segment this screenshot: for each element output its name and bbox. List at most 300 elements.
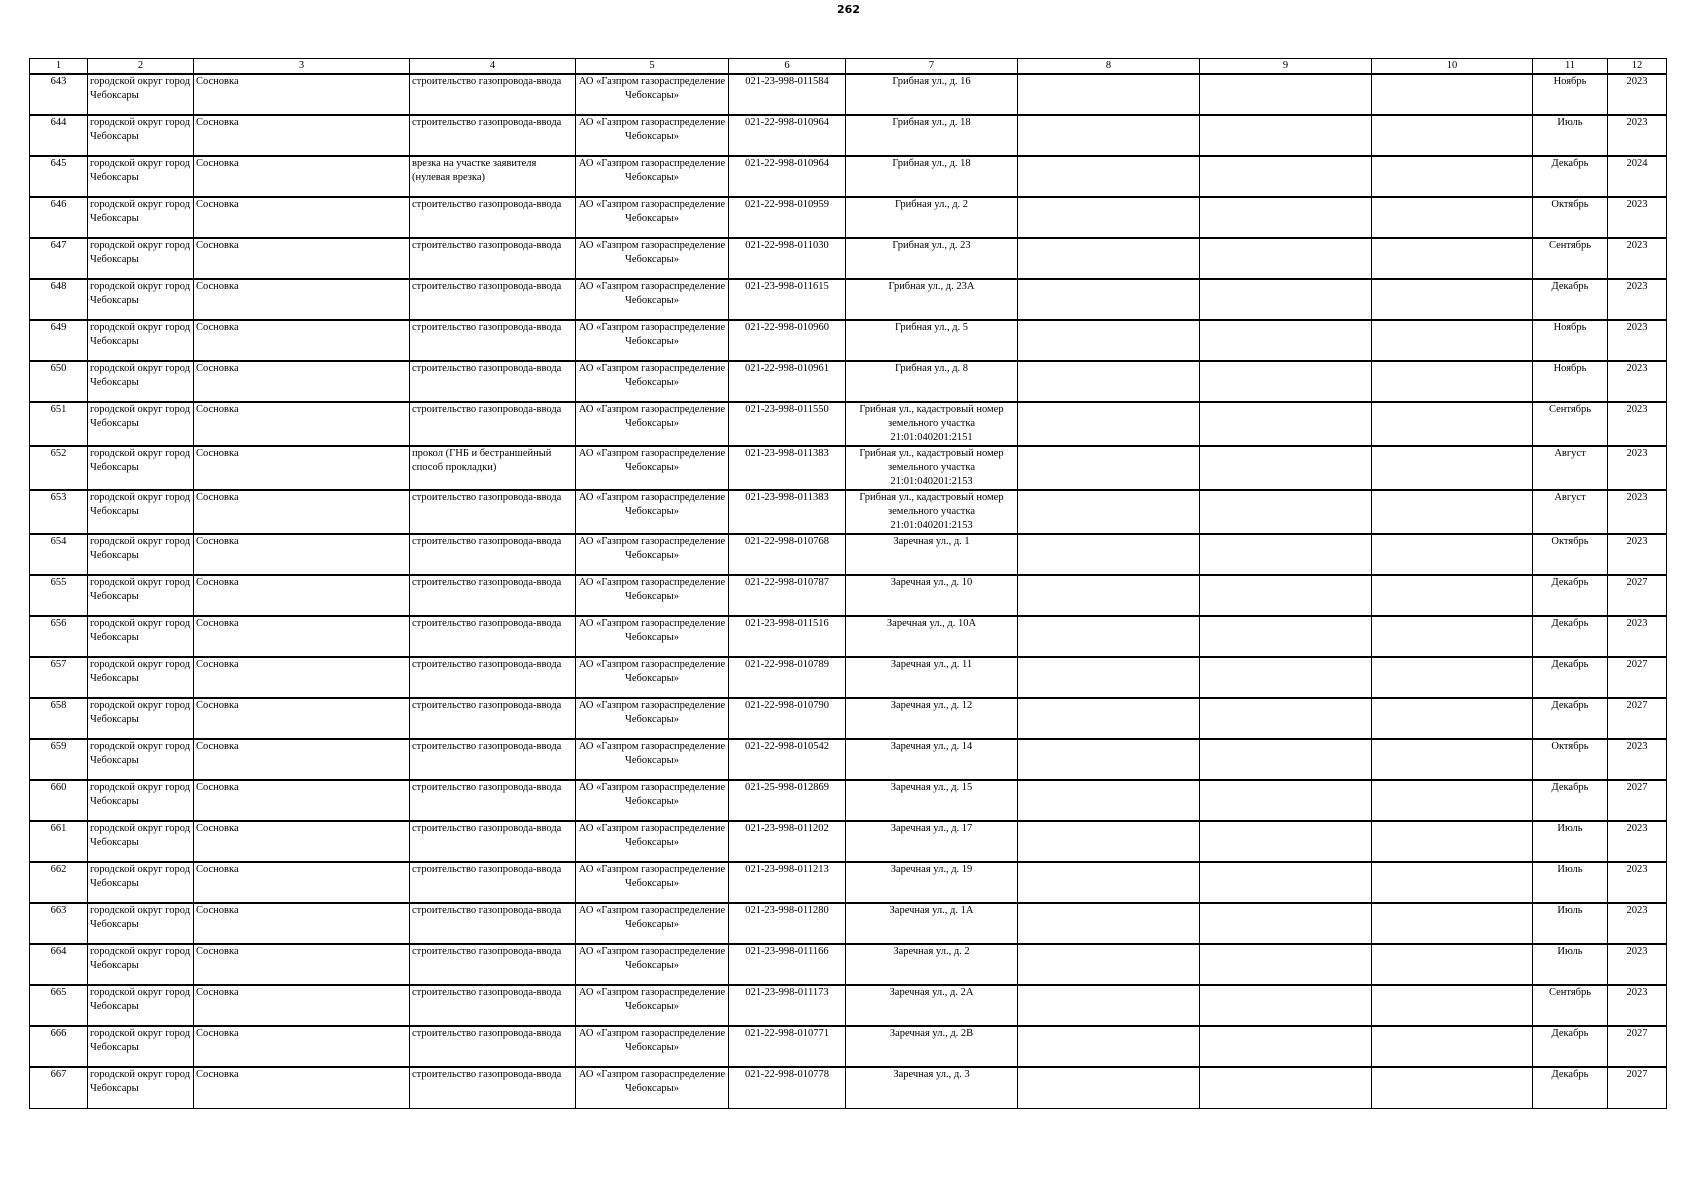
cell-code: 021-22-998-010961 — [729, 361, 846, 402]
cell-work-type: строительство газопровода-ввода — [410, 490, 576, 534]
cell-number: 644 — [30, 115, 88, 156]
cell-locality: Сосновка — [194, 739, 410, 780]
cell-col10 — [1372, 698, 1533, 739]
cell-month: Ноябрь — [1533, 361, 1608, 402]
page-number: 262 — [837, 3, 860, 16]
column-header-4: 4 — [410, 59, 576, 75]
cell-address: Заречная ул., д. 2В — [846, 1026, 1018, 1067]
cell-code: 021-22-998-010789 — [729, 657, 846, 698]
cell-col9 — [1200, 490, 1372, 534]
cell-col10 — [1372, 115, 1533, 156]
cell-locality: Сосновка — [194, 657, 410, 698]
cell-code: 021-23-998-011516 — [729, 616, 846, 657]
cell-col8 — [1018, 821, 1200, 862]
cell-col10 — [1372, 821, 1533, 862]
cell-work-type: строительство газопровода-ввода — [410, 279, 576, 320]
cell-col9 — [1200, 320, 1372, 361]
cell-number: 650 — [30, 361, 88, 402]
cell-organization: АО «Газпром газораспределение Чебоксары» — [576, 944, 729, 985]
cell-number: 660 — [30, 780, 88, 821]
cell-month: Декабрь — [1533, 657, 1608, 698]
cell-address: Грибная ул., кадастровый номер земельного участка 21:01:040201:2151 — [846, 402, 1018, 446]
cell-number: 652 — [30, 446, 88, 490]
cell-work-type: строительство газопровода-ввода — [410, 1067, 576, 1108]
cell-year: 2027 — [1608, 1026, 1667, 1067]
cell-number: 663 — [30, 903, 88, 944]
cell-month: Октябрь — [1533, 197, 1608, 238]
cell-col8 — [1018, 115, 1200, 156]
cell-number: 667 — [30, 1067, 88, 1108]
cell-month: Декабрь — [1533, 575, 1608, 616]
cell-organization: АО «Газпром газораспределение Чебоксары» — [576, 739, 729, 780]
column-header-11: 11 — [1533, 59, 1608, 75]
cell-col10 — [1372, 903, 1533, 944]
cell-locality: Сосновка — [194, 534, 410, 575]
table-row — [30, 698, 1667, 739]
column-header-1: 1 — [30, 59, 88, 75]
cell-work-type: строительство газопровода-ввода — [410, 361, 576, 402]
cell-work-type: строительство газопровода-ввода — [410, 739, 576, 780]
cell-col8 — [1018, 279, 1200, 320]
cell-locality: Сосновка — [194, 616, 410, 657]
cell-col10 — [1372, 780, 1533, 821]
cell-code: 021-22-998-010778 — [729, 1067, 846, 1108]
cell-organization: АО «Газпром газораспределение Чебоксары» — [576, 320, 729, 361]
cell-col8 — [1018, 1026, 1200, 1067]
cell-month: Октябрь — [1533, 739, 1608, 780]
cell-col9 — [1200, 361, 1372, 402]
cell-organization: АО «Газпром газораспределение Чебоксары» — [576, 903, 729, 944]
cell-address: Грибная ул., д. 16 — [846, 74, 1018, 115]
cell-locality: Сосновка — [194, 1026, 410, 1067]
cell-organization: АО «Газпром газораспределение Чебоксары» — [576, 197, 729, 238]
cell-number: 662 — [30, 862, 88, 903]
cell-col9 — [1200, 944, 1372, 985]
cell-col9 — [1200, 1026, 1372, 1067]
cell-col9 — [1200, 115, 1372, 156]
cell-work-type: строительство газопровода-ввода — [410, 115, 576, 156]
cell-address: Заречная ул., д. 10А — [846, 616, 1018, 657]
cell-address: Грибная ул., кадастровый номер земельного участка 21:01:040201:2153 — [846, 490, 1018, 534]
cell-work-type: строительство газопровода-ввода — [410, 944, 576, 985]
table-row — [30, 1067, 1667, 1108]
cell-month: Декабрь — [1533, 156, 1608, 197]
cell-year: 2023 — [1608, 821, 1667, 862]
cell-col8 — [1018, 985, 1200, 1026]
cell-work-type: врезка на участке заявителя (нулевая врезка) — [410, 156, 576, 197]
cell-address: Заречная ул., д. 14 — [846, 739, 1018, 780]
cell-address: Заречная ул., д. 10 — [846, 575, 1018, 616]
cell-month: Август — [1533, 490, 1608, 534]
table-row — [30, 1026, 1667, 1067]
cell-district: городской округ город Чебоксары — [88, 320, 194, 361]
cell-organization: АО «Газпром газораспределение Чебоксары» — [576, 534, 729, 575]
cell-organization: АО «Газпром газораспределение Чебоксары» — [576, 490, 729, 534]
column-header-10: 10 — [1372, 59, 1533, 75]
cell-year: 2027 — [1608, 698, 1667, 739]
cell-organization: АО «Газпром газораспределение Чебоксары» — [576, 115, 729, 156]
cell-organization: АО «Газпром газораспределение Чебоксары» — [576, 657, 729, 698]
cell-district: городской округ город Чебоксары — [88, 74, 194, 115]
cell-locality: Сосновка — [194, 446, 410, 490]
cell-col9 — [1200, 74, 1372, 115]
cell-organization: АО «Газпром газораспределение Чебоксары» — [576, 780, 729, 821]
table-row — [30, 320, 1667, 361]
cell-work-type: строительство газопровода-ввода — [410, 320, 576, 361]
cell-col8 — [1018, 780, 1200, 821]
cell-year: 2027 — [1608, 657, 1667, 698]
column-header-5: 5 — [576, 59, 729, 75]
cell-number: 648 — [30, 279, 88, 320]
cell-organization: АО «Газпром газораспределение Чебоксары» — [576, 616, 729, 657]
cell-year: 2023 — [1608, 739, 1667, 780]
cell-district: городской округ город Чебоксары — [88, 575, 194, 616]
table-body — [30, 74, 1667, 1108]
cell-district: городской округ город Чебоксары — [88, 780, 194, 821]
cell-col10 — [1372, 279, 1533, 320]
cell-code: 021-23-998-011213 — [729, 862, 846, 903]
cell-col9 — [1200, 534, 1372, 575]
cell-col10 — [1372, 490, 1533, 534]
cell-col10 — [1372, 361, 1533, 402]
cell-work-type: прокол (ГНБ и бестраншейный способ прокладки) — [410, 446, 576, 490]
cell-col9 — [1200, 985, 1372, 1026]
cell-organization: АО «Газпром газораспределение Чебоксары» — [576, 1067, 729, 1108]
cell-organization: АО «Газпром газораспределение Чебоксары» — [576, 575, 729, 616]
table-row — [30, 534, 1667, 575]
cell-work-type: строительство газопровода-ввода — [410, 698, 576, 739]
cell-year: 2027 — [1608, 780, 1667, 821]
cell-year: 2027 — [1608, 575, 1667, 616]
cell-code: 021-22-998-010959 — [729, 197, 846, 238]
cell-work-type: строительство газопровода-ввода — [410, 616, 576, 657]
table-row — [30, 446, 1667, 490]
cell-district: городской округ город Чебоксары — [88, 903, 194, 944]
cell-number: 659 — [30, 739, 88, 780]
cell-col9 — [1200, 279, 1372, 320]
cell-col10 — [1372, 320, 1533, 361]
cell-number: 645 — [30, 156, 88, 197]
cell-locality: Сосновка — [194, 156, 410, 197]
column-header-6: 6 — [729, 59, 846, 75]
cell-district: городской округ город Чебоксары — [88, 534, 194, 575]
cell-address: Заречная ул., д. 12 — [846, 698, 1018, 739]
register-table — [29, 58, 1667, 1109]
cell-month: Декабрь — [1533, 279, 1608, 320]
cell-year: 2023 — [1608, 490, 1667, 534]
cell-district: городской округ город Чебоксары — [88, 197, 194, 238]
cell-number: 665 — [30, 985, 88, 1026]
cell-col10 — [1372, 156, 1533, 197]
table-row — [30, 402, 1667, 446]
cell-col10 — [1372, 74, 1533, 115]
cell-year: 2023 — [1608, 74, 1667, 115]
cell-work-type: строительство газопровода-ввода — [410, 985, 576, 1026]
cell-col8 — [1018, 698, 1200, 739]
cell-address: Грибная ул., д. 2 — [846, 197, 1018, 238]
cell-organization: АО «Газпром газораспределение Чебоксары» — [576, 1026, 729, 1067]
table-row — [30, 821, 1667, 862]
cell-col9 — [1200, 657, 1372, 698]
cell-district: городской округ город Чебоксары — [88, 944, 194, 985]
cell-address: Заречная ул., д. 2А — [846, 985, 1018, 1026]
cell-year: 2023 — [1608, 238, 1667, 279]
cell-code: 021-23-998-011383 — [729, 446, 846, 490]
cell-code: 021-23-998-011615 — [729, 279, 846, 320]
cell-code: 021-22-998-010768 — [729, 534, 846, 575]
cell-col9 — [1200, 197, 1372, 238]
cell-col8 — [1018, 238, 1200, 279]
column-header-9: 9 — [1200, 59, 1372, 75]
cell-district: городской округ город Чебоксары — [88, 821, 194, 862]
cell-month: Июль — [1533, 115, 1608, 156]
table-row — [30, 238, 1667, 279]
table-row — [30, 74, 1667, 115]
cell-work-type: строительство газопровода-ввода — [410, 74, 576, 115]
cell-year: 2023 — [1608, 320, 1667, 361]
table-row — [30, 197, 1667, 238]
cell-col10 — [1372, 238, 1533, 279]
cell-col8 — [1018, 575, 1200, 616]
cell-code: 021-23-998-011383 — [729, 490, 846, 534]
cell-address: Заречная ул., д. 15 — [846, 780, 1018, 821]
cell-district: городской округ город Чебоксары — [88, 657, 194, 698]
cell-year: 2023 — [1608, 944, 1667, 985]
cell-code: 021-23-998-011173 — [729, 985, 846, 1026]
header-row — [30, 59, 1667, 75]
cell-col10 — [1372, 446, 1533, 490]
cell-col8 — [1018, 1067, 1200, 1108]
cell-district: городской округ город Чебоксары — [88, 698, 194, 739]
cell-number: 654 — [30, 534, 88, 575]
column-header-3: 3 — [194, 59, 410, 75]
cell-col10 — [1372, 534, 1533, 575]
cell-month: Июль — [1533, 862, 1608, 903]
cell-col10 — [1372, 197, 1533, 238]
cell-col8 — [1018, 944, 1200, 985]
cell-number: 655 — [30, 575, 88, 616]
cell-address: Грибная ул., д. 18 — [846, 156, 1018, 197]
cell-locality: Сосновка — [194, 74, 410, 115]
cell-code: 021-22-998-011030 — [729, 238, 846, 279]
cell-month: Август — [1533, 446, 1608, 490]
column-header-7: 7 — [846, 59, 1018, 75]
cell-address: Заречная ул., д. 2 — [846, 944, 1018, 985]
table-row — [30, 657, 1667, 698]
cell-locality: Сосновка — [194, 490, 410, 534]
cell-year: 2023 — [1608, 402, 1667, 446]
cell-col10 — [1372, 1026, 1533, 1067]
cell-col9 — [1200, 575, 1372, 616]
cell-number: 649 — [30, 320, 88, 361]
cell-district: городской округ город Чебоксары — [88, 862, 194, 903]
cell-col8 — [1018, 402, 1200, 446]
cell-month: Октябрь — [1533, 534, 1608, 575]
cell-address: Заречная ул., д. 17 — [846, 821, 1018, 862]
cell-organization: АО «Газпром газораспределение Чебоксары» — [576, 74, 729, 115]
cell-locality: Сосновка — [194, 320, 410, 361]
cell-col8 — [1018, 156, 1200, 197]
cell-address: Заречная ул., д. 1А — [846, 903, 1018, 944]
cell-locality: Сосновка — [194, 279, 410, 320]
cell-year: 2023 — [1608, 279, 1667, 320]
table-row — [30, 944, 1667, 985]
table-row — [30, 616, 1667, 657]
cell-month: Июль — [1533, 821, 1608, 862]
column-header-12: 12 — [1608, 59, 1667, 75]
cell-organization: АО «Газпром газораспределение Чебоксары» — [576, 361, 729, 402]
cell-organization: АО «Газпром газораспределение Чебоксары» — [576, 238, 729, 279]
column-header-2: 2 — [88, 59, 194, 75]
cell-year: 2023 — [1608, 903, 1667, 944]
cell-work-type: строительство газопровода-ввода — [410, 238, 576, 279]
cell-work-type: строительство газопровода-ввода — [410, 402, 576, 446]
cell-locality: Сосновка — [194, 862, 410, 903]
cell-work-type: строительство газопровода-ввода — [410, 534, 576, 575]
cell-year: 2023 — [1608, 197, 1667, 238]
cell-district: городской округ город Чебоксары — [88, 446, 194, 490]
cell-col9 — [1200, 446, 1372, 490]
cell-code: 021-22-998-010542 — [729, 739, 846, 780]
cell-address: Грибная ул., д. 8 — [846, 361, 1018, 402]
cell-number: 656 — [30, 616, 88, 657]
cell-code: 021-22-998-010771 — [729, 1026, 846, 1067]
cell-district: городской округ город Чебоксары — [88, 361, 194, 402]
cell-col10 — [1372, 657, 1533, 698]
cell-organization: АО «Газпром газораспределение Чебоксары» — [576, 446, 729, 490]
cell-col8 — [1018, 616, 1200, 657]
cell-col9 — [1200, 903, 1372, 944]
cell-organization: АО «Газпром газораспределение Чебоксары» — [576, 402, 729, 446]
cell-col10 — [1372, 985, 1533, 1026]
cell-number: 651 — [30, 402, 88, 446]
cell-organization: АО «Газпром газораспределение Чебоксары» — [576, 156, 729, 197]
cell-locality: Сосновка — [194, 361, 410, 402]
table-row — [30, 279, 1667, 320]
table-row — [30, 862, 1667, 903]
cell-address: Заречная ул., д. 3 — [846, 1067, 1018, 1108]
cell-col10 — [1372, 575, 1533, 616]
cell-col8 — [1018, 657, 1200, 698]
cell-col10 — [1372, 402, 1533, 446]
cell-locality: Сосновка — [194, 985, 410, 1026]
cell-month: Сентябрь — [1533, 402, 1608, 446]
cell-col8 — [1018, 490, 1200, 534]
cell-col10 — [1372, 944, 1533, 985]
cell-district: городской округ город Чебоксары — [88, 1026, 194, 1067]
cell-work-type: строительство газопровода-ввода — [410, 903, 576, 944]
cell-organization: АО «Газпром газораспределение Чебоксары» — [576, 862, 729, 903]
cell-work-type: строительство газопровода-ввода — [410, 821, 576, 862]
cell-year: 2023 — [1608, 361, 1667, 402]
cell-col9 — [1200, 698, 1372, 739]
cell-number: 658 — [30, 698, 88, 739]
cell-col10 — [1372, 739, 1533, 780]
cell-district: городской округ город Чебоксары — [88, 739, 194, 780]
cell-district: городской округ город Чебоксары — [88, 279, 194, 320]
cell-work-type: строительство газопровода-ввода — [410, 780, 576, 821]
cell-work-type: строительство газопровода-ввода — [410, 862, 576, 903]
table-row — [30, 575, 1667, 616]
cell-code: 021-22-998-010964 — [729, 156, 846, 197]
cell-number: 643 — [30, 74, 88, 115]
cell-district: городской округ город Чебоксары — [88, 490, 194, 534]
cell-code: 021-23-998-011584 — [729, 74, 846, 115]
cell-district: городской округ город Чебоксары — [88, 985, 194, 1026]
cell-month: Сентябрь — [1533, 985, 1608, 1026]
cell-work-type: строительство газопровода-ввода — [410, 197, 576, 238]
cell-district: городской округ город Чебоксары — [88, 616, 194, 657]
cell-organization: АО «Газпром газораспределение Чебоксары» — [576, 985, 729, 1026]
cell-locality: Сосновка — [194, 402, 410, 446]
cell-col8 — [1018, 197, 1200, 238]
cell-col9 — [1200, 402, 1372, 446]
table-row — [30, 903, 1667, 944]
cell-work-type: строительство газопровода-ввода — [410, 657, 576, 698]
cell-locality: Сосновка — [194, 698, 410, 739]
cell-year: 2027 — [1608, 1067, 1667, 1108]
cell-number: 657 — [30, 657, 88, 698]
cell-code: 021-22-998-010787 — [729, 575, 846, 616]
cell-number: 661 — [30, 821, 88, 862]
cell-month: Декабрь — [1533, 698, 1608, 739]
table-header — [30, 59, 1667, 75]
cell-month: Декабрь — [1533, 1067, 1608, 1108]
cell-col9 — [1200, 739, 1372, 780]
cell-col10 — [1372, 1067, 1533, 1108]
cell-col8 — [1018, 74, 1200, 115]
cell-col8 — [1018, 320, 1200, 361]
cell-organization: АО «Газпром газораспределение Чебоксары» — [576, 821, 729, 862]
cell-locality: Сосновка — [194, 197, 410, 238]
cell-locality: Сосновка — [194, 575, 410, 616]
cell-month: Июль — [1533, 903, 1608, 944]
cell-address: Заречная ул., д. 1 — [846, 534, 1018, 575]
cell-address: Заречная ул., д. 11 — [846, 657, 1018, 698]
cell-col10 — [1372, 616, 1533, 657]
cell-number: 664 — [30, 944, 88, 985]
cell-col8 — [1018, 534, 1200, 575]
cell-code: 021-22-998-010960 — [729, 320, 846, 361]
table-row — [30, 115, 1667, 156]
cell-year: 2023 — [1608, 534, 1667, 575]
cell-district: городской округ город Чебоксары — [88, 115, 194, 156]
cell-work-type: строительство газопровода-ввода — [410, 575, 576, 616]
cell-col8 — [1018, 446, 1200, 490]
cell-col8 — [1018, 739, 1200, 780]
cell-col8 — [1018, 361, 1200, 402]
table-row — [30, 780, 1667, 821]
cell-code: 021-22-998-010790 — [729, 698, 846, 739]
cell-month: Июль — [1533, 944, 1608, 985]
cell-code: 021-22-998-010964 — [729, 115, 846, 156]
cell-locality: Сосновка — [194, 944, 410, 985]
cell-month: Ноябрь — [1533, 320, 1608, 361]
cell-district: городской округ город Чебоксары — [88, 156, 194, 197]
cell-address: Грибная ул., д. 18 — [846, 115, 1018, 156]
cell-work-type: строительство газопровода-ввода — [410, 1026, 576, 1067]
cell-locality: Сосновка — [194, 780, 410, 821]
cell-month: Ноябрь — [1533, 74, 1608, 115]
cell-col9 — [1200, 238, 1372, 279]
cell-col9 — [1200, 821, 1372, 862]
cell-year: 2023 — [1608, 446, 1667, 490]
cell-organization: АО «Газпром газораспределение Чебоксары» — [576, 279, 729, 320]
cell-address: Грибная ул., кадастровый номер земельного участка 21:01:040201:2153 — [846, 446, 1018, 490]
cell-month: Декабрь — [1533, 780, 1608, 821]
column-header-8: 8 — [1018, 59, 1200, 75]
cell-col9 — [1200, 616, 1372, 657]
